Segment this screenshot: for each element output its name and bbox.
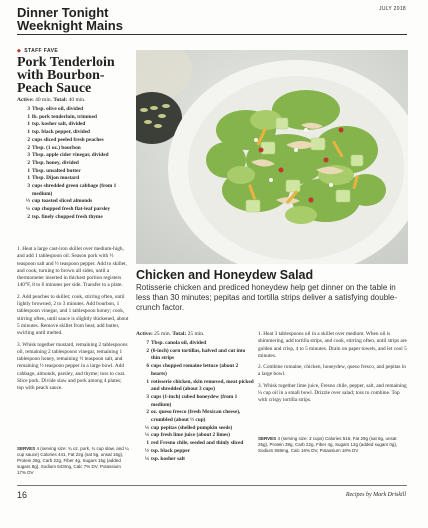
ingredient-text: rotisserie chicken, skin removed, meat picked and shredded (about 3 cups)	[151, 378, 254, 393]
ingredient-quantity: 3	[27, 106, 30, 112]
active-time: 40 min.	[35, 97, 52, 103]
ingredient-quantity: 6	[146, 363, 149, 370]
recipe2-title: Chicken and Honeydew Salad	[136, 268, 314, 282]
ingredient-text: Tbsp. unsalted butter	[32, 167, 81, 174]
ingredient-text: (6-inch) corn tortillas, halved and cut into thin strips	[151, 347, 246, 362]
ingredient-quantity: 1	[27, 113, 30, 120]
ingredient-item	[136, 379, 254, 394]
section-masthead	[17, 6, 123, 32]
ingredient-text: Tbsp. Dijon mustard	[32, 175, 80, 182]
serves-label: SERVES	[17, 446, 36, 451]
ingredient-quantity: 3	[27, 183, 30, 190]
step: 3. Whisk together lime juice, Fresno chile, pepper, salt, and remaining ¼ cup oil in a small bowl. Drizzle over salad; toss to combine. Top with crispy tortilla strips.	[258, 382, 407, 404]
ingredient-item	[17, 129, 129, 137]
header-divider	[17, 34, 407, 35]
ingredient-text: Tbsp. olive oil, divided	[32, 106, 84, 112]
recipe2-description: Rotisserie chicken and prediced honeydew help get dinner on the table in less than 30 minutes; pepitas and tortilla strips deliver a satisfying double-crunch factor.	[136, 283, 398, 312]
ingredient-text: cup chopped fresh flat-leaf parsley	[32, 206, 111, 213]
section-title: Dinner Tonight	[17, 5, 109, 20]
ingredient-quantity: 1	[27, 129, 30, 136]
ingredient-quantity: 2	[27, 136, 30, 143]
section-subtitle: Weeknight Mains	[17, 18, 123, 33]
recipe1-steps	[17, 246, 129, 397]
ingredient-quantity: 2	[27, 144, 30, 151]
ingredient-quantity: 1	[146, 440, 149, 447]
recipe2-time	[136, 331, 204, 337]
ingredient-text: tsp. black pepper	[151, 447, 190, 454]
ingredient-quantity: ¼	[145, 424, 149, 431]
ingredient-item	[136, 394, 254, 409]
ingredient-text: tsp. finely chopped fresh thyme	[32, 213, 103, 220]
ingredient-quantity: 2	[146, 347, 149, 354]
recipe1-ingredients	[17, 106, 129, 222]
total-label: Total:	[53, 97, 68, 103]
ingredient-text: cups shredded green cabbage (from 1 medium)	[32, 183, 117, 197]
step: 2. Combine romaine, chicken, honeydew, queso fresco, and pepitas in a large bowl.	[258, 364, 406, 378]
ingredient-text: oz. queso fresco (fresh Mexican cheese), crumbled (about ½ cup)	[151, 409, 241, 424]
ingredient-item	[17, 168, 129, 176]
recipe1-nutrition	[17, 446, 129, 476]
ingredient-text: cup fresh lime juice (about 2 limes)	[151, 432, 231, 439]
active-time: 25 min.	[154, 331, 171, 337]
ingredient-quantity: ¼	[145, 455, 149, 462]
ingredient-text: cup pepitas (shelled pumpkin seeds)	[151, 424, 233, 431]
recipe1-title: Pork Tenderloin with Bourbon-Peach Sauce	[17, 55, 115, 96]
ingredient-text: Tbsp. honey, divided	[32, 159, 79, 166]
ingredient-item	[17, 145, 129, 153]
serves-label: SERVES	[258, 436, 277, 441]
ingredient-item	[136, 340, 254, 348]
ingredient-quantity: 2	[27, 159, 30, 166]
ingredient-item	[136, 363, 254, 378]
salad-photo-illustration	[136, 50, 408, 264]
ingredient-item	[136, 456, 254, 464]
ingredient-item	[17, 198, 129, 206]
ingredient-text: cups chopped romaine lettuce (about 2 hearts)	[151, 363, 239, 377]
ingredient-item	[17, 160, 129, 168]
ingredient-item	[136, 448, 254, 456]
ingredient-quantity: 7	[146, 340, 149, 346]
ingredient-quantity: 2	[146, 409, 149, 416]
ingredient-item	[136, 348, 254, 363]
ingredient-item	[17, 183, 129, 198]
nutrition-text: 4 (serving size: 3 cups) Calories 516, Fat 29g (sat 6g, unsat 25g), Protein 39g, Carb 22g, Fiber 4g, Sugars 12g (added sugars 0g), Sodium 558mg, Calc 16% DV, Potassium 18% DV	[258, 436, 398, 453]
page-number: 16	[17, 490, 28, 500]
ingredient-text: lb. pork tenderloin, trimmed	[32, 113, 97, 120]
ingredient-item	[17, 175, 129, 183]
active-label: Active:	[17, 97, 34, 103]
recipe2-nutrition	[258, 436, 406, 454]
recipe1-time	[17, 97, 85, 103]
staff-fave-tag	[17, 48, 58, 54]
ingredient-quantity: 2	[27, 213, 30, 220]
ingredient-quantity: ¼	[145, 432, 149, 439]
ingredient-quantity: ¼	[26, 206, 30, 213]
step: 2. Add peaches to skillet; cook, stirring often, until lightly browned, 2 to 3 minutes. Add bourbon, 1 tablespoon vinegar, and 1 tablespoon honey; cook, stirring often, until sauce is slightly thickened, about 5 minutes. Remove skillet from heat; add butter, swirling until melted.	[17, 293, 129, 337]
ingredient-text: cup toasted sliced almonds	[32, 198, 93, 205]
ingredient-item	[136, 432, 254, 440]
salad-photo	[136, 50, 408, 264]
ingredient-text: red Fresno chile, seeded and thinly sliced	[151, 440, 244, 447]
ingredient-quantity: ⅓	[26, 198, 30, 205]
ingredient-quantity: 1	[27, 175, 30, 182]
ingredient-text: tsp. kosher salt	[151, 455, 185, 462]
ingredient-quantity: ½	[145, 447, 149, 454]
step: 1. Heat a large cast-iron skillet over medium-high, and add 1 tablespoon oil. Season pork with ½ teaspoon salt and ½ teaspoon pepper. Add to skillet, and cook, turning to brown all sides, until a thermometer inserted in thickest portion registers 140°F, 8 to 6 minutes per side. Transfer to a plate.	[17, 246, 127, 289]
ingredient-text: cups (1-inch) cubed honeydew (from 1 medium)	[151, 393, 238, 408]
ingredient-text: Tbsp. (1 oz.) bourbon	[32, 144, 81, 151]
ingredient-item	[17, 121, 129, 129]
step: 3. Whisk together mustard, remaining 2 tablespoons oil, remaining 2 tablespoons vinegar, remaining 1 tablespoon honey, remaining ½ teaspoon salt, and remaining ½ teaspoon pepper in a large bowl. Add cabbage, almonds, parsley, and thyme; toss to coat. Slice pork. Divide slaw and pork among 4 plates; top with peach sauce.	[17, 341, 128, 392]
ingredient-item	[17, 114, 129, 122]
ingredient-quantity: 1	[27, 121, 30, 128]
ingredient-item	[17, 214, 129, 222]
total-time: 40 min.	[68, 97, 86, 103]
nutrition-text: 4 (serving size: ¾ oz. pork, ¾ cup slaw, and ¼ cup sauce) Calories 441, Fat 22g (sat 5g, unsat 16g), Protein 28g, Carb 22g, Fiber 4g, Sugars 15g (added sugars 8g), Sodium 643mg, Calc 7% DV, Potassium 17% DV	[17, 446, 129, 475]
step: 1. Heat 3 tablespoons oil in a skillet over medium. When oil is shimmering, add tortilla strips, and cook, stirring often, until strips are golden and crisp, 4 to 5 minutes. Drain on paper towels, and let cool 5 minutes.	[258, 331, 407, 359]
total-time: 25 min.	[187, 331, 205, 337]
ingredient-text: cups sliced peeled fresh peaches	[32, 136, 104, 143]
ingredient-item	[17, 137, 129, 145]
active-label: Active:	[136, 331, 153, 337]
ingredient-item	[17, 206, 129, 214]
ingredient-text: tsp. black pepper, divided	[32, 129, 90, 136]
ingredient-text: tsp. kosher salt, divided	[32, 121, 86, 128]
ingredient-item	[136, 440, 254, 448]
total-label: Total:	[172, 331, 187, 337]
ingredient-item	[17, 152, 129, 160]
ingredient-text: Tbsp. apple cider vinegar, divided	[32, 152, 109, 159]
ingredient-quantity: 1	[27, 167, 30, 174]
diamond-icon: ◆	[17, 48, 22, 54]
recipe2-ingredients	[136, 340, 254, 463]
recipe2-steps	[258, 331, 408, 409]
recipe-credit: Recipes by Mark Driskill	[345, 492, 406, 498]
ingredient-item	[17, 106, 129, 114]
staff-fave-label: STAFF FAVE	[24, 48, 59, 54]
ingredient-quantity: 3	[146, 393, 149, 400]
ingredient-item	[136, 409, 254, 424]
ingredient-text: Tbsp. canola oil, divided	[151, 340, 207, 346]
footer-divider	[17, 485, 407, 486]
ingredient-quantity: 1	[146, 378, 149, 385]
issue-date: JULY 2018	[379, 6, 406, 12]
ingredient-quantity: 3	[27, 152, 30, 159]
